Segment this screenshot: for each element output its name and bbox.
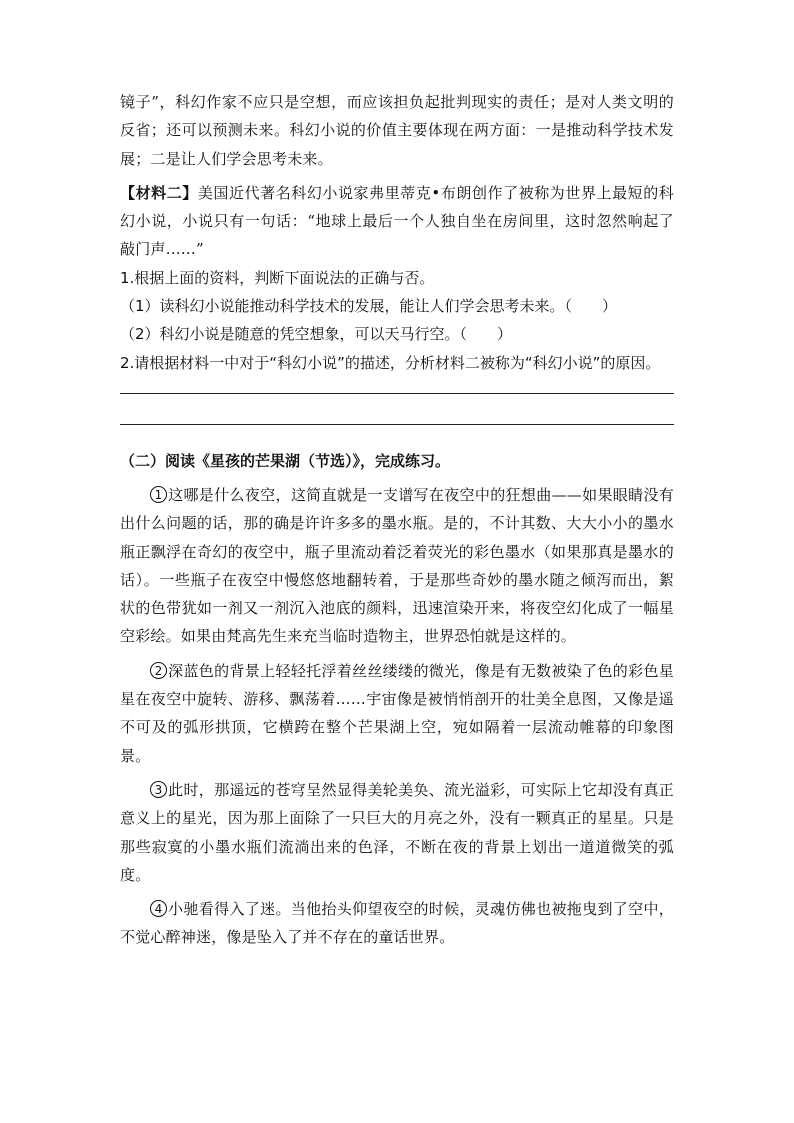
question-1: 1.根据上面的资料，判断下面说法的正确与否。 [120, 268, 435, 287]
material-two-text: 美国近代著名科幻小说家弗里蒂克•布朗创作了被称为世界上最短的科幻小说，小说只有一句话：“地球上最后一个人独自坐在房间里，这时忽然响起了敲门声……” [120, 183, 674, 259]
paragraph-number-4: 4 [150, 900, 167, 917]
paragraph-2 [120, 657, 674, 770]
question-2: 2.请根据材料一中对于“科幻小说”的描述，分析材料二被称为“科幻小说”的原因。 [120, 353, 661, 372]
material-two-label: 【材料二】 [120, 183, 198, 202]
material-two [120, 179, 674, 264]
answer-line[interactable] [120, 424, 674, 425]
paragraph-4 [120, 895, 674, 952]
section-two-title: （二）阅读《星孩的芒果湖（节选）》，完成练习。 [120, 451, 451, 470]
paragraph-1 [120, 481, 674, 651]
paragraph-number-1: 1 [150, 486, 167, 503]
question-1-2: （2）科幻小说是随意的凭空想象，可以天马行空。（ ） [120, 325, 513, 344]
paragraph-3 [120, 776, 674, 889]
answer-line[interactable] [120, 393, 674, 394]
paragraph-number-2: 2 [150, 662, 167, 679]
paragraph-2-text: 深蓝色的背景上轻轻托浮着丝丝缕缕的微光，像是有无数被染了色的彩色星星在夜空中旋转、游移、飘荡着……宇宙像是被悄悄剖开的壮美全息图，又像是遥不可及的弧形拱顶，它横跨在整个芒果湖上空，宛如隔着一层流动帷幕的印象图景。 [120, 661, 674, 765]
material-one-tail: 镜子”，科幻作家不应只是空想，而应该担负起批判现实的责任；是对人类文明的反省；还可以预测未来。科幻小说的价值主要体现在两方面：一是推动科学技术发展；二是让人们学会思考未来。 [120, 93, 674, 168]
question-1-1: （1）读科幻小说能推动科学技术的发展，能让人们学会思考未来。（ ） [120, 297, 618, 316]
paragraph-4-text: 小驰看得入了迷。当他抬头仰望夜空的时候，灵魂仿佛也被拖曳到了空中，不觉心醉神迷，像是坠入了并不存在的童话世界。 [120, 900, 674, 947]
paragraph-number-3: 3 [150, 781, 167, 798]
paragraph-3-text: 此时，那遥远的苍穹呈然显得美轮美奂、流光溢彩，可实际上它却没有真正意义上的星光，因为那上面除了一只巨大的月亮之外，没有一颗真正的星星。只是那些寂寞的小墨水瓶们流淌出来的色泽，不断在夜的背景上划出一道道微笑的弧度。 [120, 780, 674, 884]
answer-lines [120, 393, 674, 425]
paragraph-1-text: 这哪是什么夜空，这简直就是一支谱写在夜空中的狂想曲——如果眼睛没有出什么问题的话，那的确是许许多多的墨水瓶。是的，不计其数、大大小小的墨水瓶正飘浮在奇幻的夜空中，瓶子里流动着泛着荧光的彩色墨水（如果那真是墨水的话）。一些瓶子在夜空中慢悠悠地翻转着，于是那些奇妙的墨水随之倾泻而出，絮状的色带犹如一剂又一剂沉入池底的颜料，迅速渲染开来，将夜空幻化成了一幅星空彩绘。如果由梵高先生来充当临时造物主，世界恐怕就是这样的。 [120, 485, 674, 646]
